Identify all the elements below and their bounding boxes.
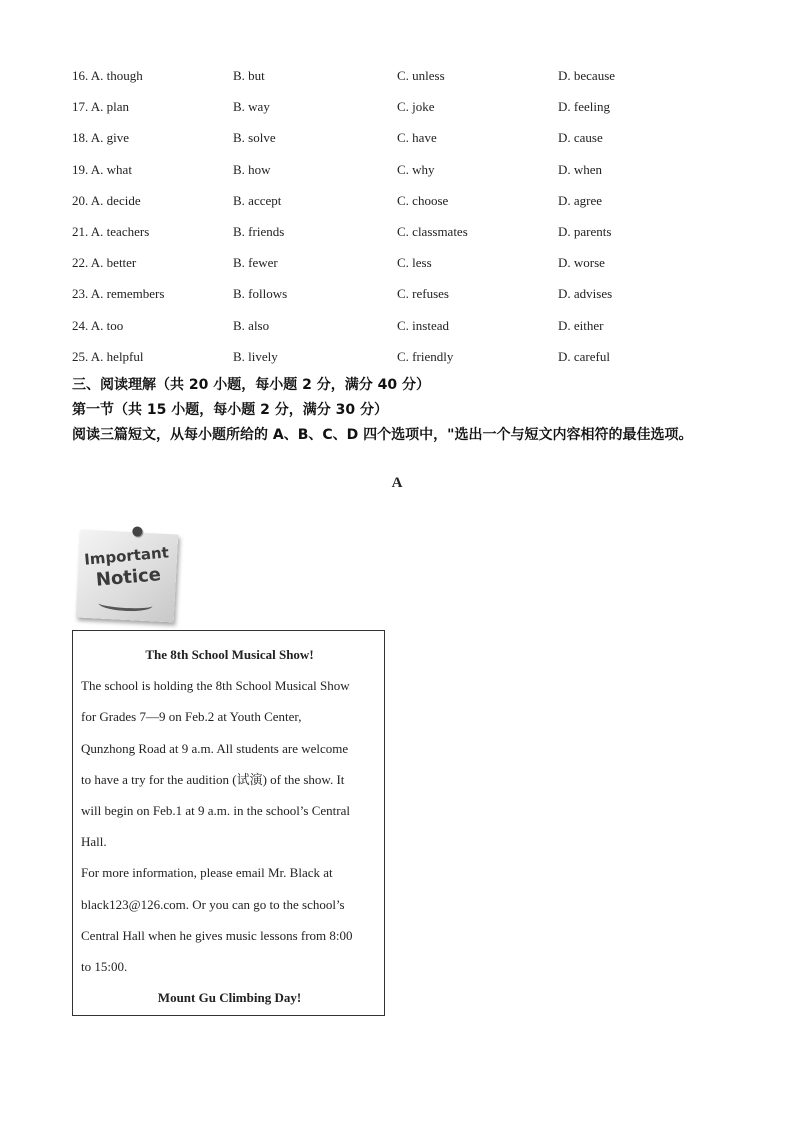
option-c: C. unless: [397, 68, 445, 83]
option-d: D. feeling: [558, 99, 610, 115]
section-heading: 三、阅读理解（共 20 小题，每小题 2 分，满分 40 分）: [72, 377, 430, 393]
option-b: B. but: [233, 68, 265, 83]
option-b: B. friends: [233, 223, 285, 239]
answer-options: [72, 66, 752, 378]
option-c: C. joke: [397, 99, 435, 115]
option-c: C. have: [397, 130, 437, 146]
sticky-note-text: [77, 542, 178, 592]
important-notice-image: [76, 529, 178, 622]
option-b: B. way: [233, 99, 270, 115]
notice-title: The 8th School Musical Show!: [145, 647, 314, 662]
option-a: 25. A. helpful: [72, 348, 144, 364]
notice-line: to 15:00.: [81, 959, 128, 975]
option-b: B. accept: [233, 192, 282, 208]
notice-line: will begin on Feb.1 at 9 a.m. in the school’s Central: [81, 803, 350, 819]
option-a: 22. A. better: [72, 255, 137, 271]
option-a: 23. A. remembers: [72, 286, 165, 302]
option-d: D. careful: [558, 348, 610, 364]
question-row: [72, 316, 752, 347]
option-c: C. refuses: [397, 286, 449, 302]
underline-swoosh: [98, 597, 153, 613]
option-b: B. solve: [233, 130, 276, 146]
question-row: [72, 97, 752, 128]
option-b: B. also: [233, 317, 270, 333]
option-b: B. how: [233, 161, 271, 177]
question-row: [72, 253, 752, 284]
option-b: B. lively: [233, 348, 278, 364]
option-c: C. choose: [397, 192, 449, 208]
option-a: 24. A. too: [72, 317, 124, 333]
instructions: 阅读三篇短文，从每小题所给的 A、B、C、D 四个选项中，"选出一个与短文内容相符的最佳选项。: [72, 427, 693, 443]
question-row: [72, 284, 752, 315]
question-row: [72, 66, 752, 97]
sticky-note-line1: Important: [83, 543, 170, 569]
notice-line: for Grades 7—9 on Feb.2 at Youth Center,: [81, 709, 302, 725]
option-a: 21. A. teachers: [72, 223, 150, 239]
notice-line: black123@126.com. Or you can go to the school’s: [81, 896, 345, 912]
option-d: D. parents: [558, 223, 612, 239]
option-a: 17. A. plan: [72, 99, 130, 115]
notice-line: Hall.: [81, 834, 107, 850]
passage-label: A: [391, 475, 403, 491]
option-d: D. either: [558, 317, 604, 333]
option-d: D. because: [558, 68, 616, 83]
notice-line: The school is holding the 8th School Musical Show: [81, 678, 350, 694]
option-d: D. when: [558, 161, 603, 177]
notice-line: Qunzhong Road at 9 a.m. All students are welcome: [81, 740, 349, 756]
option-a: 19. A. what: [72, 161, 132, 177]
notice-line: Central Hall when he gives music lessons from 8:00: [81, 927, 353, 943]
sticky-note-line2: Notice: [95, 564, 162, 591]
option-b: B. fewer: [233, 255, 278, 271]
notice-line: For more information, please email Mr. Black at: [81, 865, 333, 881]
question-row: [72, 160, 752, 191]
option-a: 16. A. though: [72, 68, 143, 83]
pushpin-icon: [132, 526, 143, 537]
option-b: B. follows: [233, 286, 288, 302]
option-a: 18. A. give: [72, 130, 130, 146]
option-d: D. cause: [558, 130, 603, 146]
notice-line: to have a try for the audition (试演) of the show. It: [81, 771, 345, 787]
option-d: D. worse: [558, 255, 605, 271]
question-row: [72, 191, 752, 222]
option-c: C. classmates: [397, 223, 468, 239]
question-row: [72, 128, 752, 159]
option-c: C. friendly: [397, 348, 454, 364]
option-a: 20. A. decide: [72, 192, 141, 208]
question-row: [72, 222, 752, 253]
next-notice-title: Mount Gu Climbing Day!: [157, 990, 302, 1006]
option-c: C. why: [397, 161, 435, 177]
option-c: C. less: [397, 255, 432, 271]
subsection-heading: 第一节（共 15 小题，每小题 2 分，满分 30 分）: [72, 402, 388, 418]
option-c: C. instead: [397, 317, 449, 333]
notice-content: [81, 639, 378, 1013]
option-d: D. agree: [558, 192, 603, 208]
notice-box: [72, 630, 385, 1016]
option-d: D. advises: [558, 286, 613, 302]
